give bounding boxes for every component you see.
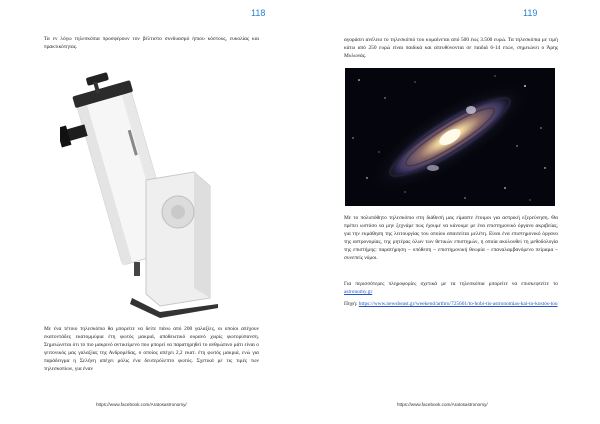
dobsonian-telescope-image bbox=[60, 62, 240, 322]
body-paragraph: Με ένα τέτοιο τηλεσκόπιο θα μπορείτε να δείτε πάνω από 200 γαλαξίες, οι οποίοι απέχουν εκατοντάδες εκατομμύρια έτη φωτός μακριά, αποθεωτικό ουρανό χωρίς φωτορύπανση. Σημειώνεται ότι το πιο μακρινό αντικείμενο που μπορεί να παρατηρηθεί το ανθρώπινο μάτι είναι ο γειτονικός μας γαλαξίας της Ανδρομέδας, ο οποίος απέχει 2,2 εκατ. έτη φωτός μακριά, ενώ για παράδειγμα η Σελήνη απέχει μόλις ένα δευτερόλεπτο φωτός. Σχετικά με τις τιμές των τηλεσκοπίων, για έναν bbox=[44, 326, 259, 372]
facebook-footer-link[interactable]: https://www.facebook.com/Aratosastronomy/ bbox=[96, 402, 187, 407]
source-label: Πηγή: bbox=[344, 301, 358, 307]
intro-paragraph: Τα εν λόγω τηλεσκόπια προσφέρουν τον βέλτιστο συνδυασμό ήπιου κόστους, ευκολίας και πρακτικότητας. bbox=[44, 36, 259, 50]
astronomy-gr-link[interactable]: astronomy.gr bbox=[344, 289, 373, 295]
right-page bbox=[300, 0, 600, 424]
source-link[interactable]: https://www.newsbeast.gr/weekend/arthro/725661/to-hobi-tis-astronomias-kai-to-kostos-tou bbox=[358, 301, 558, 307]
facebook-footer-link[interactable]: https://www.facebook.com/Aratosastronomy/ bbox=[397, 402, 488, 407]
page-number: 119 bbox=[523, 8, 538, 18]
body-paragraph: Με το πολυπόθητο τηλεσκόπιο στη διάθεσή μας είμαστε έτοιμοι για αστρική εξερεύνηση. Θα πρέπει ωστόσο να μην ξεχνάμε πως έχουμε να κάνουμε με ένα επιστημονικό όργανο ακριβείας, για την εκμάθηση της λειτουργίας του οποίου απαιτείται μελέτη. Είναι ένα επιστημονικό όργανο της αστρονομίας, της μητέρας όλων των θετικών επιστημών, η οποία ακολουθεί τη μεθοδολογία της επιστήμης: παρατήρηση – υπόθεση – επιστημονική θεωρία – επαναλαμβανόμενο πείραμα – συνεπείς νόμοι. bbox=[344, 215, 558, 261]
info-text: Για περισσότερες πληροφορίες σχετικά με τα τηλεσκόπια μπορείτε να επισκεφτείτε το bbox=[344, 281, 558, 287]
andromeda-galaxy-photo bbox=[345, 68, 555, 206]
page-number: 118 bbox=[251, 8, 266, 18]
source-paragraph bbox=[344, 300, 558, 308]
intro-paragraph: αγοράσει ανέλειο το τηλεσκόπιό του κυμαίνεται από 500 έως 3.500 ευρώ. Τα τηλεσκόπια με τιμή κάτω από 250 ευρώ είναι παιδικά και απευθύνονται σε παιδιά 6-14 ετών, σημειώνει ο Άρης Μυλωνάς. bbox=[344, 37, 558, 59]
info-paragraph bbox=[344, 280, 558, 296]
